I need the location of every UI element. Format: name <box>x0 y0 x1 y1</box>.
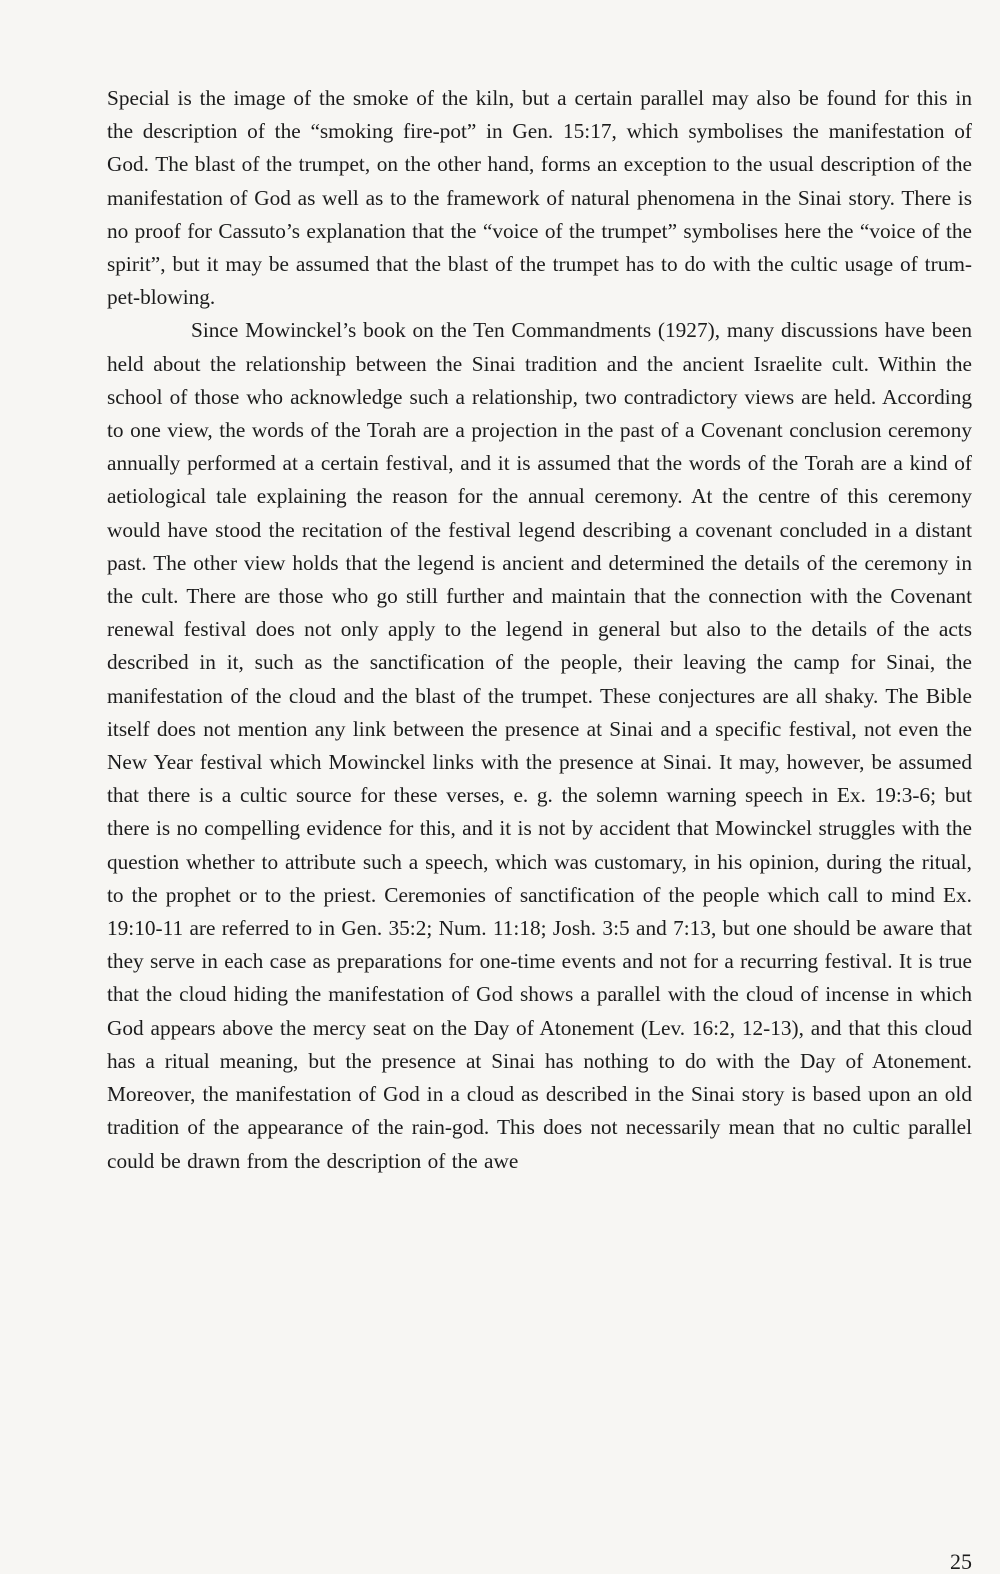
paragraph-2: Since Mowinckel’s book on the Ten Commandments (1927), many discussions have been held about the relationship between the Sinai tradition and the ancient Israelite cult. Within the school of those who acknowledge such a relationship, two contradictory views are held. According to one view, the words of the Torah are a projection in the past of a Covenant conclusion ceremony annually performed at a certain festival, and it is assumed that the words of the Torah are a kind of aetiological tale explaining the reason for the annual ceremony. At the centre of this ceremony would have stood the recitation of the festival legend describing a covenant concluded in a distant past. The other view holds that the legend is ancient and determined the details of the ceremony in the cult. There are those who go still further and maintain that the connection with the Covenant renewal festival does not only apply to the legend in general but also to the details of the acts described in it, such as the sanctification of the people, their leaving the camp for Sinai, the manifestation of the cloud and the blast of the trumpet. These conjectures are all shaky. The Bible itself does not mention any link between the presence at Sinai and a specific festival, not even the New Year festival which Mowinckel links with the presence at Sinai. It may, however, be assumed that there is a cultic source for these verses, e. g. the solemn warning speech in Ex. 19:3-6; but there is no compelling evidence for this, and it is not by accident that Mowinckel struggles with the question whether to attribute such a speech, which was customary, in his opinion, during the ritual, to the prophet or to the priest. Ceremonies of sanctification of the people which call to mind Ex. 19:10-11 are referred to in Gen. 35:2; Num. 11:18; Josh. 3:5 and 7:13, but one should be aware that they serve in each case as preparations for one-time events and not for a recurring festival. It is true that the cloud hiding the manifestation of God shows a parallel with the cloud of incense in which God appears above the mercy seat on the Day of Atonement (Lev. 16:2, 12-13), and that this cloud has a ritual meaning, but the presence at Sinai has nothing to do with the Day of Atonement. Moreover, the manifestation of God in a cloud as described in the Sinai story is based upon an old tradition of the appearance of the rain-god. This does not necessarily mean that no cultic parallel could be drawn from the description of the awe <box>107 318 972 1173</box>
page-number: 25 <box>950 1549 972 1574</box>
paragraph-1: Special is the image of the smoke of the kiln, but a certain parallel may also be found for this in the description of the “smoking fire-pot” in Gen. 15:17, which symbolises the manifestation of God. The blast of the trumpet, on the other hand, forms an exception to the usual description of the manifestation of God as well as to the framework of natural phenomena in the Sinai story. There is no proof for Cassuto’s explanation that the “voice of the trumpet” symbolises here the “voice of the spirit”, but it may be assumed that the blast of the trumpet has to do with the cultic usage of trumpet-blowing. <box>107 86 972 310</box>
body-text <box>107 82 972 1178</box>
